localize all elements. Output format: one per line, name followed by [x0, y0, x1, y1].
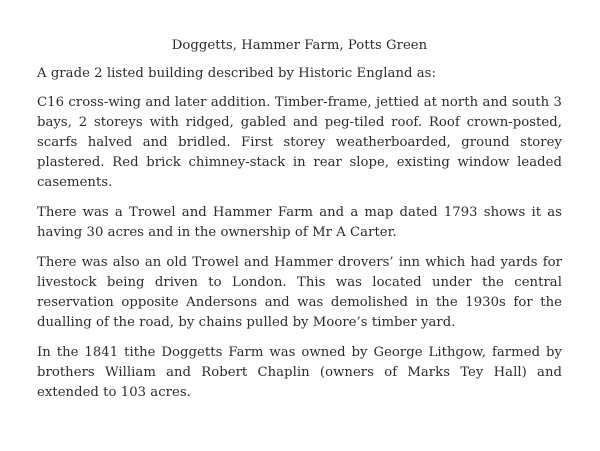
listing-description-paragraph: C16 cross-wing and later addition. Timber-frame, jettied at north and south 3 bays, 2 storeys with ridged, gabled and peg-tiled roof. Roof crown-posted, scarfs halved and bridled. First storey weatherboarded, ground storey plastered. Red brick chimney-stack in rear slope, existing window leaded casements.: [37, 95, 562, 190]
tithe-paragraph: In the 1841 tithe Doggetts Farm was owned by George Lithgow, farmed by brothers William and Robert Chaplin (owners of Marks Tey Hall) and extended to 103 acres.: [37, 345, 562, 400]
farm-history-paragraph: There was a Trowel and Hammer Farm and a map dated 1793 shows it as having 30 acres and in the ownership of Mr A Carter.: [37, 205, 562, 240]
drovers-inn-paragraph: There was also an old Trowel and Hammer drovers’ inn which had yards for livestock being driven to London. This was located under the central reservation opposite Andersons and was demolished in the 1930s for the dualling of the road, by chains pulled by Moore’s timber yard.: [37, 255, 562, 330]
document-page: [37, 36, 562, 413]
page-title: Doggetts, Hammer Farm, Potts Green: [171, 38, 428, 53]
intro-paragraph: A grade 2 listed building described by Historic England as:: [37, 66, 436, 81]
